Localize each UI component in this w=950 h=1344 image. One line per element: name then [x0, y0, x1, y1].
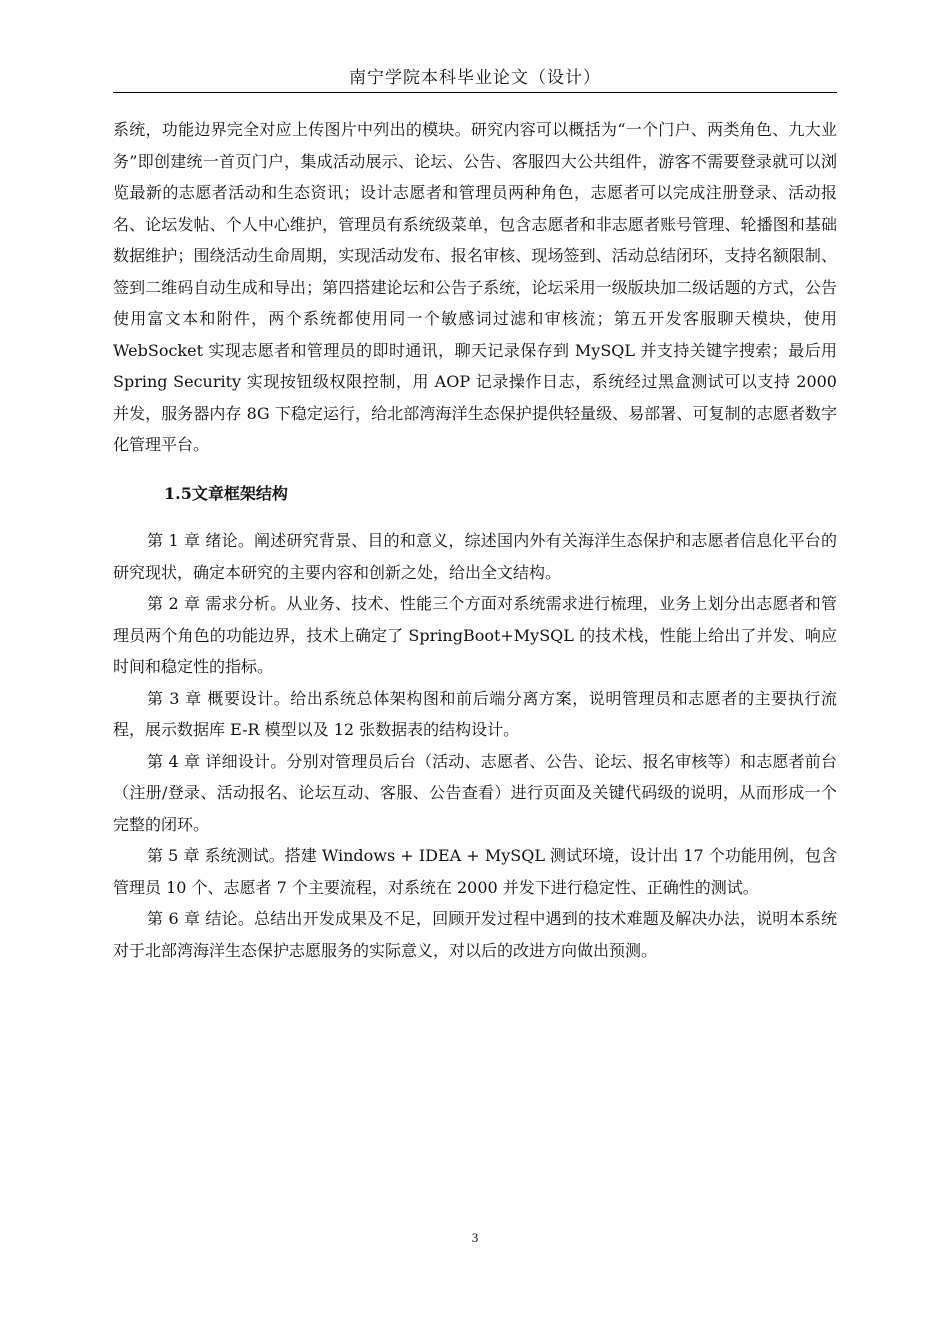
- section-heading: 1.5文章框架结构: [164, 483, 288, 503]
- intro-paragraph: 系统，功能边界完全对应上传图片中列出的模块。研究内容可以概括为“一个门户、两类角色、九大业务”即创建统一首页门户，集成活动展示、论坛、公告、客服四大公共组件，游客不需要登录就可以浏览最新的志愿者活动和生态资讯；设计志愿者和管理员两种角色，志愿者可以完成注册登录、活动报名、论坛发帖、个人中心维护，管理员有系统级菜单，包含志愿者和非志愿者账号管理、轮播图和基础数据维护；围绕活动生命周期，实现活动发布、报名审核、现场签到、活动总结闭环，支持名额限制、签到二维码自动生成和导出；第四搭建论坛和公告子系统，论坛采用一级版块加二级话题的方式，公告使用富文本和附件，两个系统都使用同一个敏感词过滤和审核流；第五开发客服聊天模块，使用 WebSocket 实现志愿者和管理员的即时通讯，聊天记录保存到 MySQL 并支持关键字搜索；最后用 Spring Security 实现按钮级权限控制，用 AOP 记录操作日志，系统经过黑盒测试可以支持 2000 并发，服务器内存 8G 下稳定运行，给北部湾海洋生态保护提供轻量级、易部署、可复制的志愿者数字化管理平台。: [113, 120, 837, 454]
- chapter-paragraph-5: 第 5 章 系统测试。搭建 Windows + IDEA + MySQL 测试环境，设计出 17 个功能用例，包含管理员 10 个、志愿者 7 个主要流程，对系统在 2000 并发下进行稳定性、正确性的测试。: [113, 846, 837, 897]
- running-header: 南宁学院本科毕业论文（设计）: [349, 68, 601, 88]
- page-body: [113, 114, 837, 966]
- chapter-paragraph-4: 第 4 章 详细设计。分别对管理员后台（活动、志愿者、公告、论坛、报名审核等）和志愿者前台（注册/登录、活动报名、论坛互动、客服、公告查看）进行页面及关键代码级的说明，从而形成一个完整的闭环。: [113, 751, 837, 834]
- chapter-paragraph-6: 第 6 章 结论。总结出开发成果及不足，回顾开发过程中遇到的技术难题及解决办法，说明本系统对于北部湾海洋生态保护志愿服务的实际意义，对以后的改进方向做出预测。: [113, 909, 837, 960]
- chapter-paragraph-2: 第 2 章 需求分析。从业务、技术、性能三个方面对系统需求进行梳理，业务上划分出志愿者和管理员两个角色的功能边界，技术上确定了 SpringBoot+MySQL 的技术栈，性能上给出了并发、响应时间和稳定性的指标。: [113, 594, 837, 676]
- chapter-paragraph-3: 第 3 章 概要设计。给出系统总体架构图和前后端分离方案，说明管理员和志愿者的主要执行流程，展示数据库 E-R 模型以及 12 张数据表的结构设计。: [113, 688, 837, 739]
- page-number: 3: [471, 1230, 479, 1245]
- header-rule: [113, 92, 837, 93]
- chapter-paragraph-1: 第 1 章 绪论。阐述研究背景、目的和意义，综述国内外有关海洋生态保护和志愿者信息化平台的研究现状，确定本研究的主要内容和创新之处，给出全文结构。: [113, 531, 837, 582]
